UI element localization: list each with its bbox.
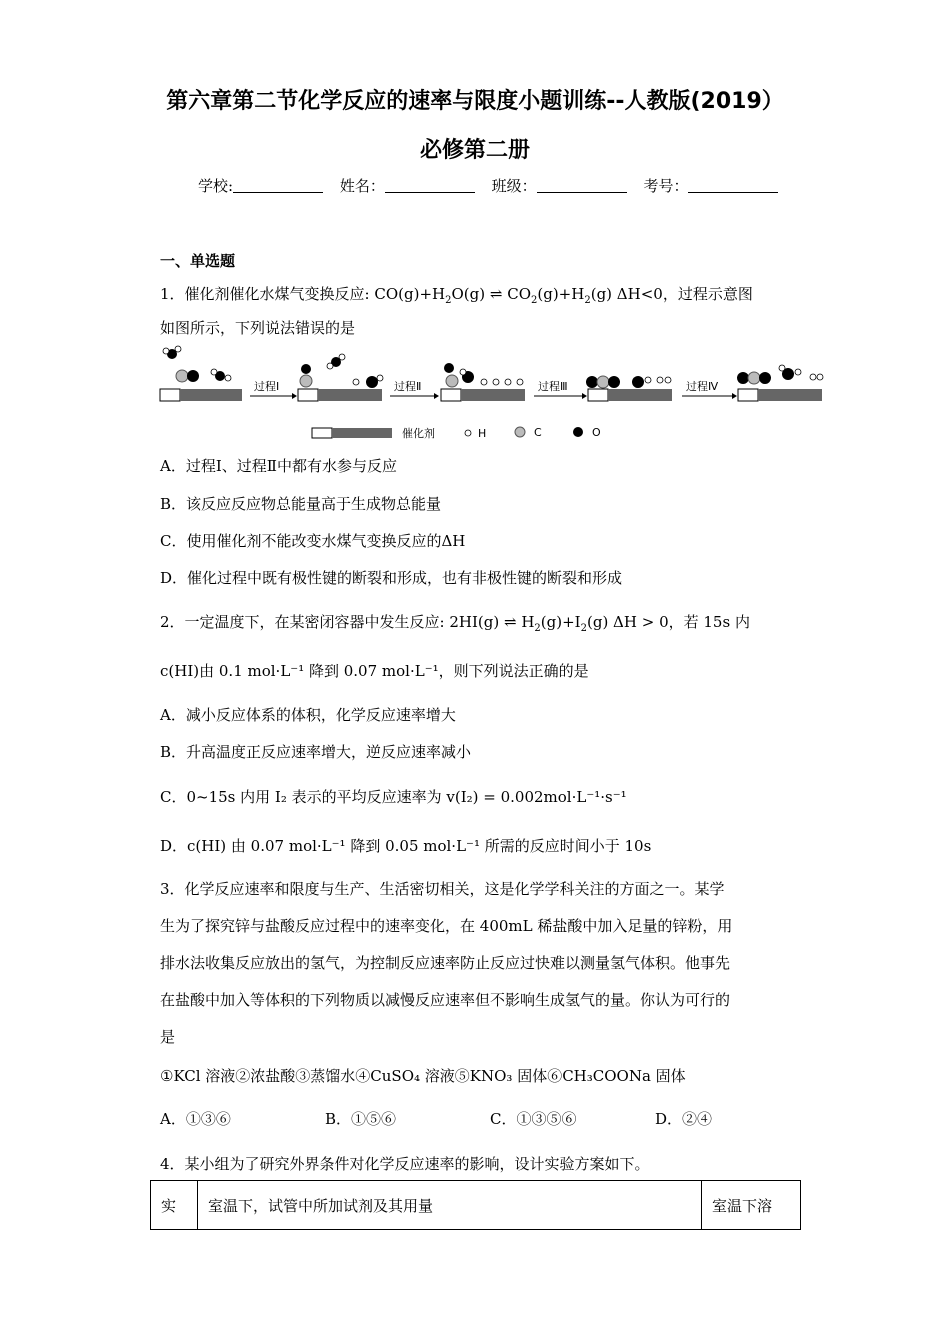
q3-stem-line5: 是 (160, 1028, 176, 1046)
table-header-cell: 室温下溶 (702, 1181, 801, 1230)
catalyst-bar-3 (441, 389, 525, 401)
svg-text:O: O (592, 426, 601, 439)
q3-stem-line1: 3．化学反应速率和限度与生产、生活密切相关，这是化学学科关注的方面之一。某学 (160, 880, 725, 898)
q3-option-c[interactable]: C．①③⑤⑥ (490, 1110, 577, 1128)
table-header-cell: 室温下，试管中所加试剂及其用量 (198, 1181, 702, 1230)
page-title-line2: 必修第二册 (419, 138, 530, 163)
equilibrium-arrow-icon: ⇌ (489, 285, 503, 303)
name-blank[interactable] (385, 178, 475, 193)
q3-substances: ①KCl 溶液②浓盐酸③蒸馏水④CuSO₄ 溶液⑤KNO₃ 固体⑥CH₃COONa 固体 (160, 1067, 686, 1085)
svg-text:C: C (534, 426, 542, 439)
q2-option-d[interactable]: D．c(HI) 由 0.07 mol·L⁻¹ 降到 0.05 mol·L⁻¹ 所需的反应时间小于 10s (160, 837, 652, 855)
q1-option-b[interactable]: B．该反应反应物总能量高于生成物总能量 (160, 495, 442, 513)
school-blank[interactable] (233, 178, 323, 193)
class-blank[interactable] (537, 178, 627, 193)
q2-stem-line1: 2．一定温度下，在某密闭容器中发生反应: 2HI(g) ⇌ $H_2(g)+I_2(g) \Delta H > 0$，若 15s 内 (160, 613, 750, 634)
q4-stem: 4．某小组为了研究外界条件对化学反应速率的影响，设计实验方案如下。 (160, 1155, 650, 1173)
figure-legend (312, 426, 601, 440)
q2-option-b[interactable]: B．升高温度正反应速率增大，逆反应速率减小 (160, 743, 472, 761)
svg-text:过程Ⅳ: 过程Ⅳ (686, 380, 719, 393)
arrow-step-4 (682, 379, 737, 399)
svg-text:过程Ⅲ: 过程Ⅲ (538, 380, 568, 393)
q1-stem-line2: 如图所示，下列说法错误的是 (160, 319, 356, 337)
arrow-step-3 (534, 379, 587, 399)
q1-option-a[interactable]: A．过程Ⅰ、过程Ⅱ中都有水参与反应 (160, 457, 397, 475)
q1-option-c[interactable]: C．使用催化剂不能改变水煤气变换反应的ΔH (160, 532, 466, 550)
q1-process-diagram (158, 344, 826, 448)
arrow-step-2 (390, 379, 439, 399)
school-label: 学校: (198, 177, 234, 195)
table-header-cell: 实 (151, 1181, 198, 1230)
q2-option-c[interactable]: C．0~15s 内用 I₂ 表示的平均反应速率为 v(I₂) = 0.002mol·L⁻¹·s⁻¹ (160, 788, 627, 806)
catalyst-bar-4 (588, 389, 672, 401)
catalyst-bar-1 (160, 389, 242, 401)
student-info-row (198, 175, 790, 196)
q3-option-a[interactable]: A．①③⑥ (160, 1110, 231, 1128)
q3-stem-line4: 在盐酸中加入等体积的下列物质以减慢反应速率但不影响生成氢气的量。你认为可行的 (160, 991, 731, 1009)
page-title-line1: 第六章第二节化学反应的速率与限度小题训练--人教版(2019） (166, 89, 784, 114)
svg-text:过程Ⅰ: 过程Ⅰ (254, 380, 280, 393)
q1-option-d[interactable]: D．催化过程中既有极性键的断裂和形成，也有非极性键的断裂和形成 (160, 569, 623, 587)
arrow-step-1 (250, 379, 297, 399)
q3-stem-line2: 生为了探究锌与盐酸反应过程中的速率变化，在 400mL 稀盐酸中加入足量的锌粉，用 (160, 917, 733, 935)
svg-text:催化剂: 催化剂 (402, 427, 435, 440)
table-row (151, 1181, 801, 1230)
section-heading: 一、单选题 (160, 252, 236, 270)
q3-option-d[interactable]: D．②④ (655, 1110, 713, 1128)
q3-stem-line3: 排水法收集反应放出的氢气，为控制反应速率防止反应过快难以测量氢气体积。他事先 (160, 954, 731, 972)
q1-stem-line1: 1．催化剂催化水煤气变换反应: $CO(g)+H_2O(g)$ ⇌ $CO_2(g)+H_2(g)$ ΔH<0，过程示意图 (160, 285, 753, 306)
name-label: 姓名： (339, 177, 385, 195)
exam-no-blank[interactable] (688, 178, 778, 193)
class-label: 班级： (491, 177, 537, 195)
svg-text:H: H (478, 427, 487, 440)
catalyst-bar-2 (298, 389, 382, 401)
q3-options-row (160, 1108, 820, 1129)
catalyst-bar-5 (738, 389, 822, 401)
svg-text:过程Ⅱ: 过程Ⅱ (394, 380, 422, 393)
q4-experiment-table (150, 1180, 801, 1230)
q2-stem-line2: c(HI)由 0.1 mol·L⁻¹ 降到 0.07 mol·L⁻¹，则下列说法正确的是 (160, 662, 589, 680)
q3-option-b[interactable]: B．①⑤⑥ (325, 1110, 397, 1128)
q2-option-a[interactable]: A．减小反应体系的体积，化学反应速率增大 (160, 706, 456, 724)
exam-no-label: 考号： (643, 177, 689, 195)
